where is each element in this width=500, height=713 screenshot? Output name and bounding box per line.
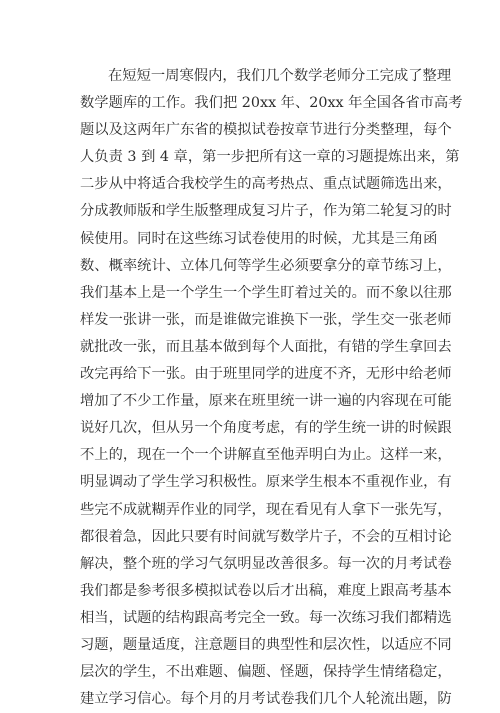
paragraph-line: 二步从中将适合我校学生的高考热点、重点试题筛选出来， — [80, 176, 452, 193]
paragraph-line: 数学题库的工作。我们把 20xx 年、20xx 年全国各省市高考 — [80, 95, 463, 112]
paragraph-line: 样发一张讲一张，而是谁做完谁换下一张，学生交一张老师 — [80, 311, 452, 328]
paragraph-line: 改完再给下一张。由于班里同学的进度不齐，无形中给老师 — [80, 366, 452, 383]
paragraph-line: 建立学习信心。每个月的月考试卷我们几个人轮流出题，防 — [80, 691, 452, 708]
paragraph-line: 就批改一张，而且基本做到每个人面批，有错的学生拿回去 — [80, 338, 452, 355]
paragraph-line: 题以及这两年广东省的模拟试卷按章节进行分类整理，每个 — [80, 122, 452, 139]
body-paragraph — [80, 63, 463, 713]
paragraph-line: 层次的学生，不出难题、偏题、怪题，保持学生情绪稳定， — [80, 664, 452, 681]
paragraph-line: 明显调动了学生学习积极性。原来学生根本不重视作业，有 — [80, 474, 452, 491]
paragraph-line: 相当，试题的结构跟高考完全一致。每一次练习我们都精选 — [80, 609, 452, 626]
paragraph-line: 我们基本上是一个学生一个学生盯着过关的。而不象以往那 — [80, 284, 452, 301]
paragraph-line: 不上的，现在一个一个讲解直至他弄明白为止。这样一来， — [80, 447, 452, 464]
paragraph-line: 解决，整个班的学习气氛明显改善很多。每一次的月考试卷 — [80, 555, 452, 572]
paragraph-line: 增加了不少工作量，原来在班里统一讲一遍的内容现在可能 — [80, 393, 452, 410]
paragraph-line: 说好几次，但从另一个角度考虑，有的学生统一讲的时候跟 — [80, 420, 452, 437]
paragraph-line: 些完不成就糊弄作业的同学，现在看见有人拿下一张先写， — [80, 501, 452, 518]
paragraph-line: 都很着急，因此只要有时间就写数学片子，不会的互相讨论 — [80, 528, 452, 545]
paragraph-line: 在短短一周寒假内，我们几个数学老师分工完成了整理 — [108, 68, 452, 84]
paragraph-line: 数、概率统计、立体几何等学生必须要拿分的章节练习上， — [80, 257, 452, 274]
paragraph-line: 候使用。同时在这些练习试卷使用的时候，尤其是三角函 — [80, 230, 438, 247]
paragraph-line: 分成教师版和学生版整理成复习片子，作为第二轮复习的时 — [80, 203, 452, 220]
paragraph-line: 习题，题量适度，注意题目的典型性和层次性，以适应不同 — [80, 636, 452, 653]
paragraph-line: 我们都是参考很多模拟试卷以后才出稿，难度上跟高考基本 — [80, 582, 452, 599]
paragraph-line: 人负责 3 到 4 章，第一步把所有这一章的习题提炼出来，第 — [80, 149, 460, 166]
